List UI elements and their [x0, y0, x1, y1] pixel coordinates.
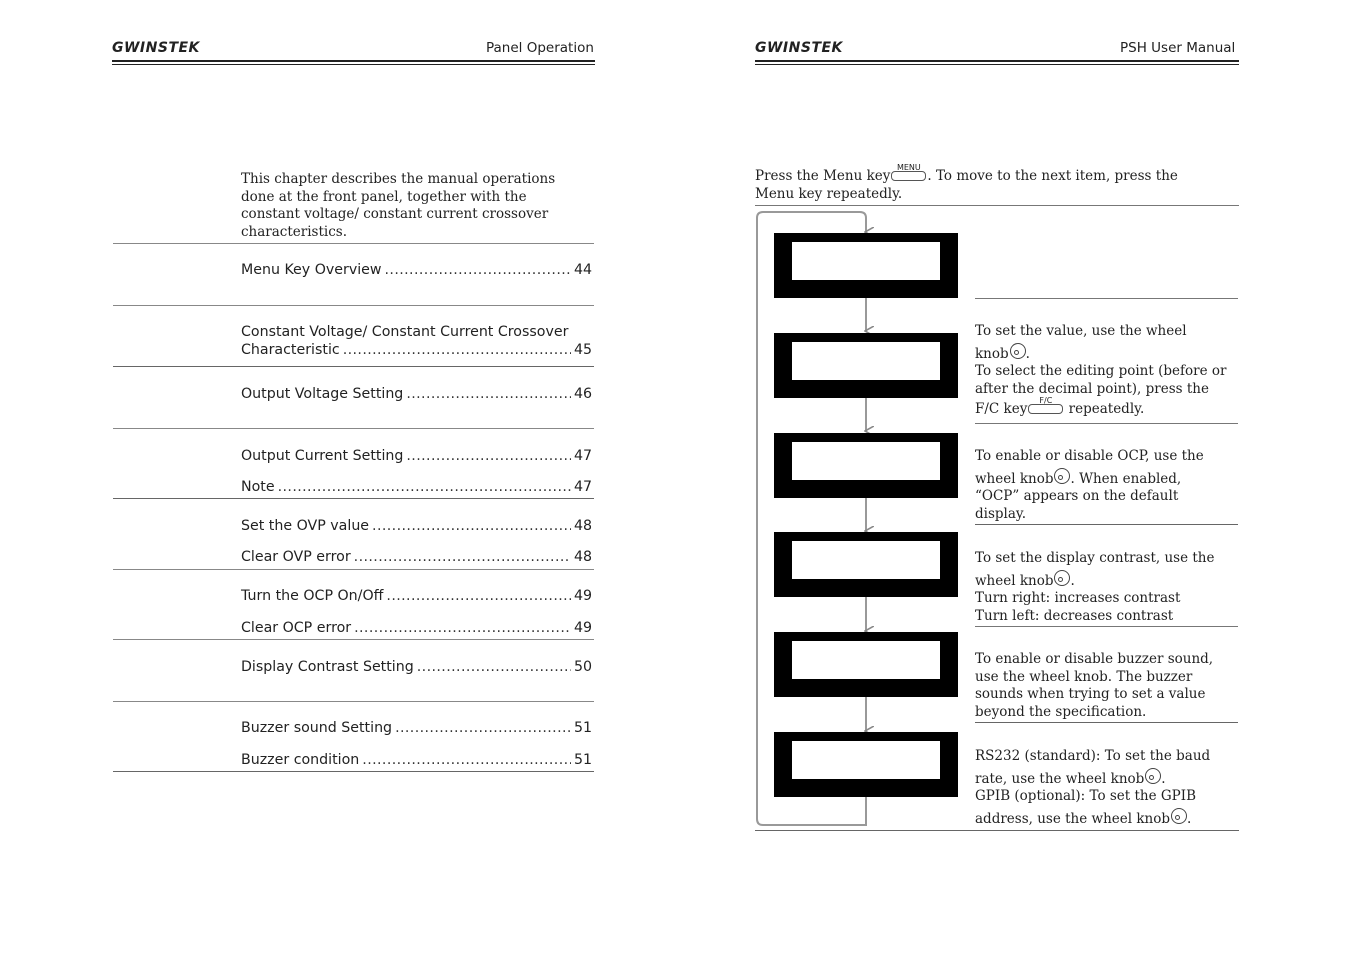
desc-line: To enable or disable buzzer sound,	[975, 651, 1214, 667]
desc-line: “OCP” appears on the default	[975, 488, 1179, 504]
desc-line: To enable or disable OCP, use the	[975, 448, 1204, 464]
toc-entry[interactable]	[241, 587, 592, 605]
toc-page: 48	[573, 518, 592, 534]
page-header-title: PSH User Manual	[1120, 40, 1236, 56]
divider	[113, 771, 594, 772]
divider	[113, 366, 594, 367]
chapter-intro: This chapter describes the manual operations done at the front panel, together with the constant voltage/ constant current crossover characteristics.	[241, 171, 556, 240]
toc-label-cont: Characteristic	[241, 342, 340, 358]
intro-text: Press the Menu key	[755, 168, 891, 184]
desc-line: Turn left: decreases contrast	[975, 607, 1174, 624]
toc-entry[interactable]	[241, 323, 592, 359]
header-rule-thin	[112, 64, 595, 65]
toc-page: 46	[573, 386, 592, 402]
lcd-display	[774, 433, 958, 498]
contrast-description: To set the display contrast, use the wheel knob . Turn right: increases contrast Turn left: decreases contrast	[975, 550, 1238, 625]
desc-line: To set the value, use the wheel	[975, 323, 1187, 339]
menu-intro	[755, 163, 1235, 203]
toc-entry[interactable]	[241, 719, 592, 737]
divider	[975, 626, 1238, 627]
intro-text: . To move to the next item, press the	[927, 168, 1178, 184]
desc-line: F/C key	[975, 401, 1028, 417]
intro-text: Menu key repeatedly.	[755, 185, 903, 202]
toc-label: Display Contrast Setting	[241, 659, 414, 675]
ocp-description	[975, 448, 1238, 523]
toc-label: Clear OCP error	[241, 620, 352, 636]
toc-label: Note	[241, 479, 275, 495]
divider	[113, 498, 594, 499]
desc-line: repeatedly.	[1068, 401, 1145, 417]
desc-line: after the decimal point), press the	[975, 380, 1209, 397]
desc-line: To set the display contrast, use the	[975, 550, 1215, 566]
toc-label: Clear OVP error	[241, 549, 351, 565]
lcd-display	[774, 532, 958, 597]
desc-line: display.	[975, 505, 1027, 522]
toc-page: 50	[573, 659, 592, 675]
desc-line: . When enabled,	[1070, 470, 1182, 487]
toc-entry[interactable]	[241, 261, 592, 279]
divider	[113, 569, 594, 570]
toc-page: 44	[573, 262, 592, 278]
toc-label: Set the OVP value	[241, 518, 370, 534]
desc-line: Turn right: increases contrast	[975, 590, 1181, 606]
toc-label: Menu Key Overview	[241, 262, 382, 278]
toc-entry[interactable]	[241, 658, 592, 676]
fc-key-icon	[1028, 396, 1063, 414]
wheel-knob-icon	[1171, 808, 1187, 824]
toc-entry[interactable]	[241, 478, 592, 496]
toc-entry[interactable]	[241, 751, 592, 769]
wheel-knob-icon	[1010, 343, 1026, 359]
header-rule	[755, 60, 1239, 62]
toc-page: 45	[573, 342, 592, 358]
toc-page: 47	[573, 448, 592, 464]
voltage-current-description: To set the value, use the wheel knob . To select the editing point (before or after the decimal point), press the F/C key F/C repeatedly.	[975, 323, 1238, 419]
toc-label: Buzzer condition	[241, 752, 360, 768]
divider	[975, 524, 1238, 525]
desc-line: wheel knob	[975, 470, 1054, 487]
toc-entry[interactable]	[241, 385, 592, 403]
toc-page: 48	[573, 549, 592, 565]
divider	[975, 722, 1238, 723]
toc-page: 51	[573, 720, 592, 736]
desc-line: beyond the specification.	[975, 703, 1147, 720]
buzzer-description	[975, 651, 1238, 721]
desc-line: use the wheel knob. The buzzer	[975, 668, 1193, 685]
toc-page: 49	[573, 620, 592, 636]
interface-description: RS232 (standard): To set the baud rate, use the wheel knob . GPIB (optional): To set the GPIB address, use the wheel knob .	[975, 748, 1238, 828]
toc-page: 51	[573, 752, 592, 768]
page-header-title: Panel Operation	[486, 40, 594, 56]
desc-line: To select the editing point (before or	[975, 363, 1227, 379]
toc-entry[interactable]	[241, 619, 592, 637]
header-rule-thin	[755, 64, 1239, 65]
lcd-display	[774, 632, 958, 697]
toc-label: Constant Voltage/ Constant Current Crossover	[241, 324, 569, 340]
toc-page: 49	[573, 588, 592, 604]
divider	[113, 639, 594, 640]
toc-label: Turn the OCP On/Off	[241, 588, 384, 604]
toc-label: Buzzer sound Setting	[241, 720, 393, 736]
wheel-knob-icon	[1054, 468, 1070, 484]
toc-entry[interactable]	[241, 517, 592, 535]
desc-line: sounds when trying to set a value	[975, 686, 1206, 702]
divider	[755, 830, 1239, 831]
wheel-knob-icon	[1145, 768, 1161, 784]
wheel-knob-icon	[1054, 570, 1070, 586]
desc-line: rate, use the wheel knob	[975, 770, 1145, 787]
gwinstek-logo: GWINSTEK	[112, 40, 200, 56]
lcd-display	[774, 333, 958, 398]
gwinstek-logo: GWINSTEK	[755, 40, 843, 56]
divider	[975, 298, 1238, 299]
desc-line: knob	[975, 345, 1009, 362]
divider	[975, 423, 1238, 424]
divider	[113, 305, 594, 306]
lcd-display	[774, 732, 958, 797]
menu-key-label: MENU	[896, 163, 921, 172]
divider	[113, 701, 594, 702]
header-rule	[112, 60, 595, 62]
toc-entry[interactable]	[241, 548, 592, 566]
menu-key-icon	[891, 163, 926, 181]
toc-entry[interactable]	[241, 447, 592, 465]
divider	[113, 428, 594, 429]
desc-line: GPIB (optional): To set the GPIB	[975, 788, 1197, 804]
toc-label: Output Current Setting	[241, 448, 404, 464]
desc-line: RS232 (standard): To set the baud	[975, 748, 1211, 764]
desc-line: address, use the wheel knob	[975, 810, 1170, 827]
fc-key-label: F/C	[1039, 396, 1053, 405]
toc-page: 47	[573, 479, 592, 495]
desc-line: wheel knob	[975, 572, 1054, 589]
divider	[113, 243, 594, 244]
toc-label: Output Voltage Setting	[241, 386, 404, 402]
lcd-display	[774, 233, 958, 298]
